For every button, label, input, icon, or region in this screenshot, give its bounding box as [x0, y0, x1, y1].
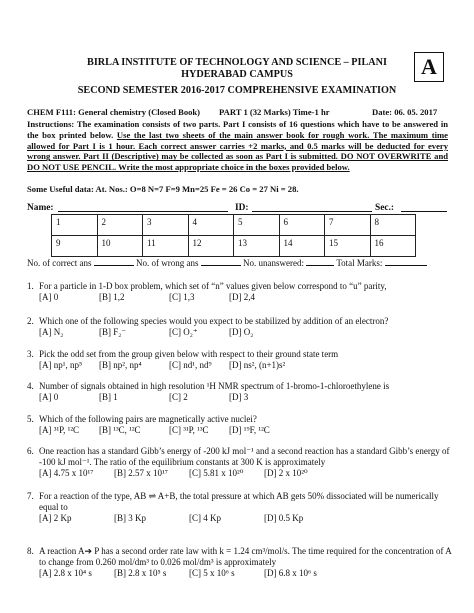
wrong-count-label: No. of wrong ans: [135, 258, 199, 268]
unanswered-count-field[interactable]: [306, 257, 334, 266]
answer-cell-6[interactable]: 6: [279, 215, 325, 236]
question-stem: One reaction has a standard Gibb’s energy of -200 kJ mol⁻¹ and a second reaction has a standard Gibb’s energy of -100 kJ mol⁻¹. The ratio of the equilibrium constants at 300 K is approximately: [39, 446, 450, 467]
option-b: [B] 2.8 x 10⁵ s: [114, 568, 167, 578]
option-b: [B] ¹³C, ¹²C: [99, 425, 141, 435]
answer-grid: [51, 214, 416, 257]
option-b: [B] F₂⁻: [99, 327, 127, 337]
question-7: [27, 491, 452, 524]
option-a: [A] 2 Kp: [39, 513, 72, 523]
id-label: ID:: [235, 203, 249, 213]
question-4: [27, 381, 452, 403]
option-c: [C] 4 Kp: [189, 513, 221, 523]
question-number: 5.: [27, 414, 34, 424]
question-number: 1.: [27, 281, 34, 291]
option-b: [B] 2.57 x 10¹⁷: [114, 468, 168, 478]
question-options: [39, 392, 452, 403]
id-field[interactable]: [252, 203, 372, 212]
question-stem: For a particle in 1-D box problem, which set of “n” values given below correspond to “u” parity,: [39, 281, 387, 291]
answer-cell-3[interactable]: 3: [143, 215, 189, 236]
question-number: 6.: [27, 446, 34, 456]
question-number: 4.: [27, 381, 34, 391]
answer-cell-1[interactable]: 1: [52, 215, 98, 236]
question-options: [39, 360, 452, 371]
question-options: [39, 513, 452, 524]
exam-title: SECOND SEMESTER 2016-2017 COMPREHENSIVE EXAMINATION: [77, 85, 397, 96]
sec-field[interactable]: [401, 203, 447, 212]
option-c: [C] 5 x 10⁶ s: [189, 568, 235, 578]
answer-cell-9[interactable]: 9: [52, 236, 98, 257]
question-6: [27, 446, 452, 479]
total-marks-label: Total Marks:: [336, 258, 383, 268]
option-d: [D] O₂: [229, 327, 254, 337]
question-options: [39, 468, 452, 479]
option-b: [B] 3 Kp: [114, 513, 146, 523]
institute-title: BIRLA INSTITUTE OF TECHNOLOGY AND SCIENCE – PILANI: [87, 57, 387, 68]
set-letter-box: A: [414, 52, 444, 82]
option-c: [C] nd¹, nd⁹: [169, 360, 212, 370]
option-c: [C] ³¹P, ¹³C: [169, 425, 209, 435]
answer-cell-12[interactable]: 12: [188, 236, 234, 257]
answer-grid-row-1: [52, 215, 416, 236]
answer-grid-row-2: [52, 236, 416, 257]
answer-cell-2[interactable]: 2: [97, 215, 143, 236]
question-1: [27, 281, 452, 303]
question-stem: Which one of the following species would you expect to be stabilized by addition of an electron?: [39, 316, 389, 326]
answer-cell-10[interactable]: 10: [97, 236, 143, 257]
sec-label: Sec.:: [375, 203, 395, 213]
instructions-underlined: Use the last two sheets of the main answer book for rough work. The maximum time allowed for Part I is 1 hour. Each correct answer carries +2 marks, and 0.5 marks will be deducted for every wrong answer. Part II (Descriptive) may be collected as soon as Part I is submitted. DO NOT OVERWRITE and DO NOT USE PENCIL. Write the most appropriate choice in the boxes provided below.: [27, 129, 448, 173]
option-a: [A] np¹, np⁵: [39, 360, 83, 370]
option-c: [C] 2: [169, 392, 188, 402]
campus-title: HYDERABAD CAMPUS: [181, 69, 293, 80]
answer-cell-14[interactable]: 14: [279, 236, 325, 257]
option-d: [D] 3: [229, 392, 249, 402]
instructions-lead: Instructions: The examination consists of two parts. Part I consists of 16 questions which have to be answered in the box printed below.: [27, 119, 448, 140]
question-number: 7.: [27, 491, 34, 501]
answer-cell-8[interactable]: 8: [370, 215, 416, 236]
answer-cell-13[interactable]: 13: [234, 236, 280, 257]
question-stem: Which of the following pairs are magnetically active nuclei?: [39, 414, 257, 424]
option-d: [D] 0.5 Kp: [264, 513, 304, 523]
question-stem: Pick the odd set from the group given below with respect to their ground state term: [39, 349, 339, 359]
question-5: [27, 414, 452, 436]
question-stem: For a reaction of the type, AB ⇌ A+B, the total pressure at which AB gets 50% dissociated will be numerically equal to: [39, 491, 439, 512]
name-label: Name:: [27, 203, 54, 213]
course-code: CHEM F111: General chemistry (Closed Book): [27, 107, 201, 117]
option-a: [A] ³¹P, ¹²C: [39, 425, 80, 435]
answer-cell-4[interactable]: 4: [188, 215, 234, 236]
question-3: [27, 349, 452, 371]
name-field[interactable]: [58, 203, 228, 212]
option-d: [D] ¹⁹F, ¹²C: [229, 425, 270, 435]
option-c: [C] 5.81 x 10²⁰: [189, 468, 244, 478]
question-8: [27, 546, 452, 579]
question-stem: A reaction A➔ P has a second order rate law with k = 1.24 cm³/mol/s. The time required for the concentration of A to change from 0.260 mol/dm³ to 0.026 mol/dm³ is approximately: [39, 546, 452, 567]
answer-cell-7[interactable]: 7: [325, 215, 371, 236]
question-options: [39, 292, 452, 303]
instructions: [27, 119, 448, 173]
question-options: [39, 568, 452, 579]
option-a: [A] N₂: [39, 327, 64, 337]
option-a: [A] 2.8 x 10⁴ s: [39, 568, 92, 578]
option-c: [C] 1,3: [169, 292, 195, 302]
question-options: [39, 425, 452, 436]
option-b: [B] np², np⁴: [99, 360, 142, 370]
option-a: [A] 4.75 x 10¹⁷: [39, 468, 94, 478]
part-info: PART 1 (32 Marks) Time-1 hr: [219, 107, 330, 117]
answer-cell-16[interactable]: 16: [370, 236, 416, 257]
option-c: [C] O₂⁺: [169, 327, 198, 337]
question-number: 3.: [27, 349, 34, 359]
wrong-count-field[interactable]: [201, 257, 241, 266]
question-options: [39, 327, 452, 338]
option-b: [B] 1,2: [99, 292, 125, 302]
answer-cell-5[interactable]: 5: [234, 215, 280, 236]
option-d: [D] 2 x 10²⁰: [264, 468, 308, 478]
option-d: [D] ns², (n+1)s²: [229, 360, 286, 370]
question-number: 8.: [27, 546, 34, 556]
correct-count-label: No. of correct ans: [27, 258, 92, 268]
option-a: [A] 0: [39, 292, 59, 302]
exam-date: Date: 06. 05. 2017: [372, 107, 438, 117]
answer-cell-15[interactable]: 15: [325, 236, 371, 257]
answer-cell-11[interactable]: 11: [143, 236, 189, 257]
correct-count-field[interactable]: [94, 257, 134, 266]
tally-row: [27, 257, 457, 268]
option-d: [D] 2,4: [229, 292, 255, 302]
option-b: [B] 1: [99, 392, 118, 402]
question-stem: Number of signals obtained in high resolution ¹H NMR spectrum of 1-bromo-1-chloroethylene is: [39, 381, 390, 391]
question-2: [27, 316, 452, 338]
option-d: [D] 6.8 x 10⁶ s: [264, 568, 317, 578]
question-number: 2.: [27, 316, 34, 326]
useful-data: Some Useful data: At. Nos.: O=8 N=7 F=9 Mn=25 Fe = 26 Co = 27 Ni = 28.: [27, 184, 299, 194]
total-marks-field[interactable]: [385, 257, 427, 266]
unanswered-count-label: No. unanswered:: [242, 258, 304, 268]
option-a: [A] 0: [39, 392, 59, 402]
